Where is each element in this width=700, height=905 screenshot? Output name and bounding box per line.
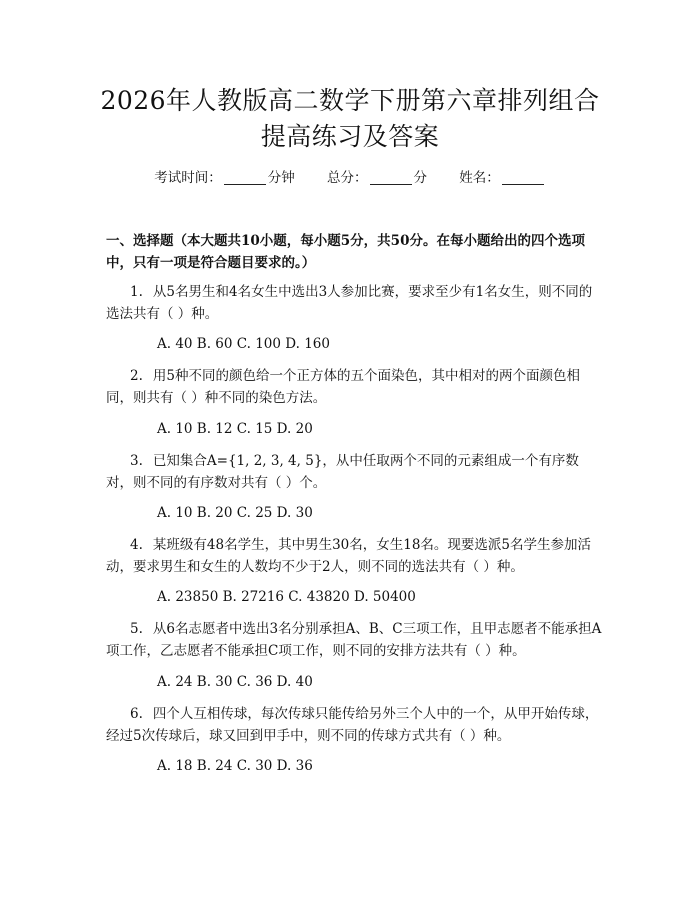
question-4-options: A. 23850 B. 27216 C. 43820 D. 50400 [157,589,416,605]
question-5-options: A. 24 B. 30 C. 36 D. 40 [157,674,313,690]
question-2 [106,365,604,409]
exam-time-field [154,167,295,189]
question-3-options: A. 10 B. 20 C. 25 D. 30 [157,505,313,521]
question-text: 从5名男生和4名女生中选出3人参加比赛，要求至少有1名女生，则不同的选法共有（ ）种。 [106,284,593,322]
section-heading: 一、选择题（本大题共10小题，每小题5分，共50分。在每小题给出的四个选项中，只有一项是符合题目要求的。） [106,233,585,271]
question-4 [106,534,604,578]
page-title-line-2: 提高练习及答案 [260,122,440,151]
total-score-unit: 分 [413,170,427,186]
question-6 [106,703,604,747]
total-score-label: 总分： [327,170,368,186]
question-6-options: A. 18 B. 24 C. 30 D. 36 [157,758,313,774]
student-name-label: 姓名： [459,170,500,186]
question-number: 6. [130,706,143,722]
question-text: 四个人互相传球，每次传球只能传给另外三个人中的一个，从甲开始传球，经过5次传球后，球又回到甲手中，则不同的传球方式共有（ ）种。 [106,706,599,744]
exam-info-line [0,167,700,189]
question-number: 4. [130,537,143,553]
page-title-line-1: 2026年人教版高二数学下册第六章排列组合 [100,86,600,115]
student-name-field [459,167,546,189]
question-text: 某班级有48名学生，其中男生30名，女生18名。现要选派5名学生参加活动，要求男生和女生的人数均不少于2人，则不同的选法共有（ ）种。 [106,537,592,575]
exam-time-blank[interactable] [224,169,266,185]
student-name-blank[interactable] [502,169,544,185]
total-score-field [327,167,427,189]
question-number: 1. [130,284,143,300]
exam-time-label: 考试时间： [154,170,222,186]
question-text: 从6名志愿者中选出3名分别承担A、B、C三项工作，且甲志愿者不能承担A项工作，乙志愿者不能承担C项工作，则不同的安排方法共有（ ）种。 [106,621,602,659]
question-text: 已知集合A={1, 2, 3, 4, 5}，从中任取两个不同的元素组成一个有序数对，则不同的有序数对共有（ ）个。 [106,453,579,491]
total-score-blank[interactable] [370,169,412,185]
question-3 [106,450,604,494]
question-2-options: A. 10 B. 12 C. 15 D. 20 [157,421,313,437]
question-number: 3. [130,453,143,469]
question-1 [106,281,604,325]
question-5 [106,618,604,662]
question-1-options: A. 40 B. 60 C. 100 D. 160 [157,336,330,352]
question-number: 2. [130,368,143,384]
exam-time-unit: 分钟 [267,170,295,186]
question-number: 5. [130,621,143,637]
question-text: 用5种不同的颜色给一个正方体的五个面染色，其中相对的两个面颜色相同，则共有（ ）种不同的染色方法。 [106,368,580,406]
